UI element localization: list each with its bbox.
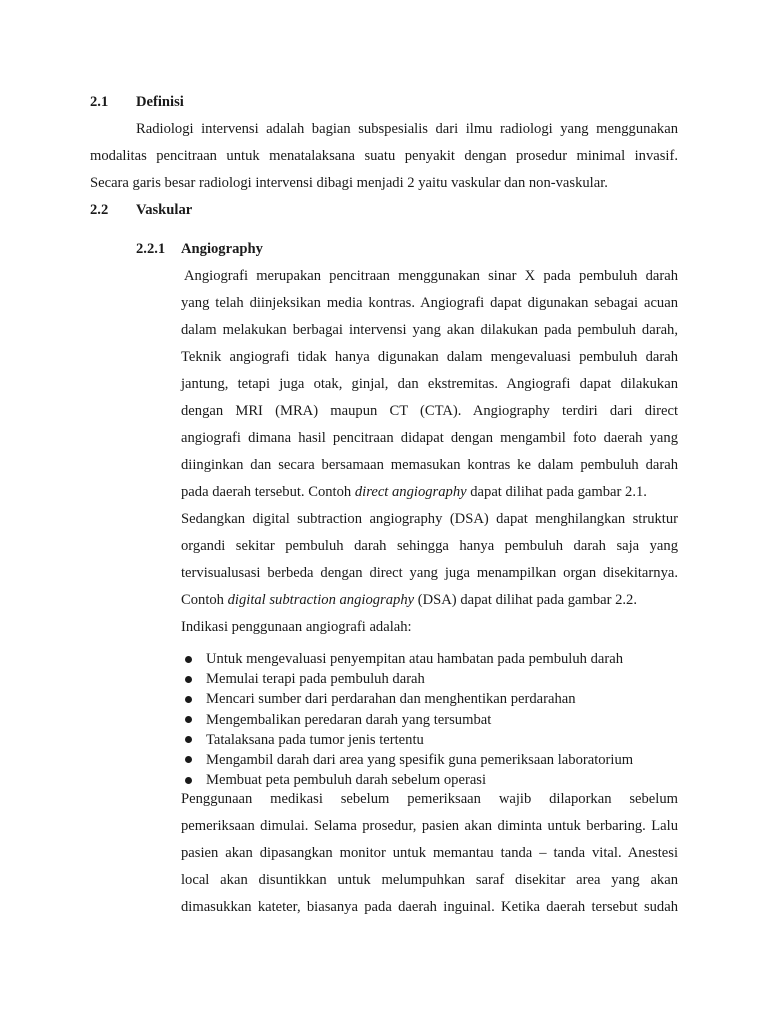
- section-number: 2.2.1: [136, 241, 166, 257]
- paragraph-line: pemeriksaan dimulai. Selama prosedur, pasien akan diminta untuk berbaring. Lalu: [181, 818, 678, 834]
- paragraph-line: dengan MRI (MRA) maupun CT (CTA). Angiography terdiri dari direct: [181, 403, 678, 419]
- paragraph-line: modalitas pencitraan untuk menatalaksana suatu penyakit dengan prosedur minimal invasif.: [90, 148, 678, 164]
- bullet-icon: [185, 716, 192, 723]
- list-item-text: Untuk mengevaluasi penyempitan atau hambatan pada pembuluh darah: [206, 651, 623, 667]
- bullet-icon: [185, 756, 192, 763]
- list-item-text: Mengambil darah dari area yang spesifik guna pemeriksaan laboratorium: [206, 751, 634, 768]
- paragraph-line: Penggunaan medikasi sebelum pemeriksaan wajib dilaporkan sebelum: [181, 791, 678, 807]
- italic-term: digital subtraction angiography: [227, 592, 415, 608]
- bullet-icon: [185, 736, 192, 743]
- paragraph-line-with-italic: [181, 484, 678, 501]
- list-item-text: Memulai terapi pada pembuluh darah: [206, 671, 425, 688]
- paragraph-line: jantung, tetapi juga otak, ginjal, dan ekstremitas. Angiografi dapat dilakukan: [181, 376, 678, 392]
- list-item: [181, 710, 633, 730]
- section-title: Angiography: [181, 241, 263, 257]
- list-item-text: Tatalaksana pada tumor jenis tertentu: [206, 731, 424, 748]
- bullet-icon: [185, 696, 192, 703]
- text-run: Contoh: [181, 592, 228, 608]
- list-item-text: Membuat peta pembuluh darah sebelum operasi: [206, 772, 487, 789]
- indication-intro: Indikasi penggunaan angiografi adalah:: [181, 619, 412, 635]
- section-heading-2-2-1: [136, 241, 336, 261]
- paragraph-line: Secara garis besar radiologi intervensi dibagi menjadi 2 yaitu vaskular dan non-vaskular.: [90, 175, 608, 191]
- list-item: [181, 750, 633, 770]
- section-title: Definisi: [136, 94, 184, 110]
- text-run: (DSA) dapat dilihat pada gambar 2.2.: [414, 592, 638, 608]
- bullet-icon: [185, 777, 192, 784]
- section-number: 2.1: [90, 94, 109, 110]
- list-item: [181, 669, 633, 689]
- paragraph-line: local akan disuntikkan untuk melumpuhkan saraf disekitar area yang akan: [181, 872, 678, 888]
- paragraph-line: pasien akan dipasangkan monitor untuk memantau tanda – tanda vital. Anestesi: [181, 845, 678, 861]
- paragraph-line: Radiologi intervensi adalah bagian subspesialis dari ilmu radiologi yang menggunakan: [136, 121, 678, 137]
- paragraph-line-with-italic: [181, 592, 678, 609]
- indication-list: [181, 649, 633, 790]
- paragraph-line: Teknik angiografi tidak hanya digunakan dalam mengevaluasi pembuluh darah: [181, 349, 678, 365]
- paragraph-line: diinginkan dan secara bersamaan memasukan kontras ke dalam pembuluh darah: [181, 457, 678, 473]
- bullet-icon: [185, 656, 192, 663]
- text-run: dapat dilihat pada gambar 2.1.: [466, 484, 647, 500]
- paragraph-line: dimasukkan kateter, biasanya pada daerah inguinal. Ketika daerah tersebut sudah: [181, 899, 678, 915]
- paragraph-line: tervisualusasi berbeda dengan direct yang juga menampilkan organ disekitarnya.: [181, 565, 678, 581]
- text-run: pada daerah tersebut. Contoh: [181, 484, 355, 500]
- section-number: 2.2: [90, 202, 109, 218]
- paragraph-line: Angiografi merupakan pencitraan menggunakan sinar X pada pembuluh darah: [184, 268, 678, 284]
- paragraph-line: yang telah diinjeksikan media kontras. Angiografi dapat digunakan sebagai acuan: [181, 295, 678, 311]
- paragraph-line: Sedangkan digital subtraction angiography (DSA) dapat menghilangkan struktur: [181, 511, 678, 527]
- list-item: [181, 770, 633, 790]
- bullet-icon: [185, 676, 192, 683]
- list-item: [181, 689, 633, 709]
- italic-term: direct angiography: [354, 484, 467, 500]
- section-heading-2-2: [90, 202, 290, 222]
- list-item: [181, 649, 633, 669]
- paragraph-line: angiografi dimana hasil pencitraan didapat dengan mengambil foto daerah yang: [181, 430, 678, 446]
- list-item: [181, 730, 633, 750]
- list-item-text: Mengembalikan peredaran darah yang tersumbat: [206, 711, 492, 728]
- paragraph-line: organdi sekitar pembuluh darah sehingga hanya pembuluh darah saja yang: [181, 538, 678, 554]
- list-item-text: Mencari sumber dari perdarahan dan menghentikan perdarahan: [206, 691, 576, 708]
- paragraph-line: dalam melakukan berbagai intervensi yang akan dilakukan pada pembuluh darah,: [181, 322, 678, 338]
- section-title: Vaskular: [136, 202, 193, 218]
- section-heading-2-1: [90, 94, 290, 114]
